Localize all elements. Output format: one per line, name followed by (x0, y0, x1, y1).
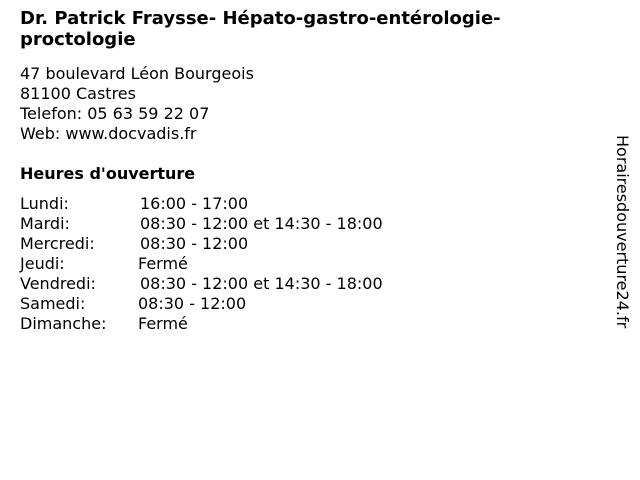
address-block (20, 64, 254, 144)
phone-number: Telefon: 05 63 59 22 07 (20, 104, 210, 123)
page-title: Dr. Patrick Fraysse- Hépato-gastro-entérologie-proctologie (20, 8, 501, 50)
day-label: Vendredi: (20, 274, 96, 293)
day-label: Jeudi: (20, 254, 65, 273)
day-label: Mardi: (20, 214, 70, 233)
street-address: 47 boulevard Léon Bourgeois (20, 64, 254, 83)
postal-city: 81100 Castres (20, 84, 136, 103)
time-value: 08:30 - 12:00 et 14:30 - 18:00 (140, 274, 383, 293)
time-value: 08:30 - 12:00 et 14:30 - 18:00 (140, 214, 383, 233)
site-brand-vertical: Horairesdouverture24.fr (613, 135, 632, 329)
hours-heading: Heures d'ouverture (20, 164, 196, 183)
time-value: 08:30 - 12:00 (138, 294, 247, 313)
time-value: Fermé (138, 254, 188, 273)
day-label: Lundi: (20, 194, 69, 213)
website-link[interactable]: Web: www.docvadis.fr (20, 124, 197, 143)
day-label: Mercredi: (20, 234, 95, 253)
time-value: 16:00 - 17:00 (140, 194, 249, 213)
day-label: Samedi: (20, 294, 86, 313)
day-label: Dimanche: (20, 314, 107, 333)
time-value: 08:30 - 12:00 (140, 234, 249, 253)
time-value: Fermé (138, 314, 188, 333)
